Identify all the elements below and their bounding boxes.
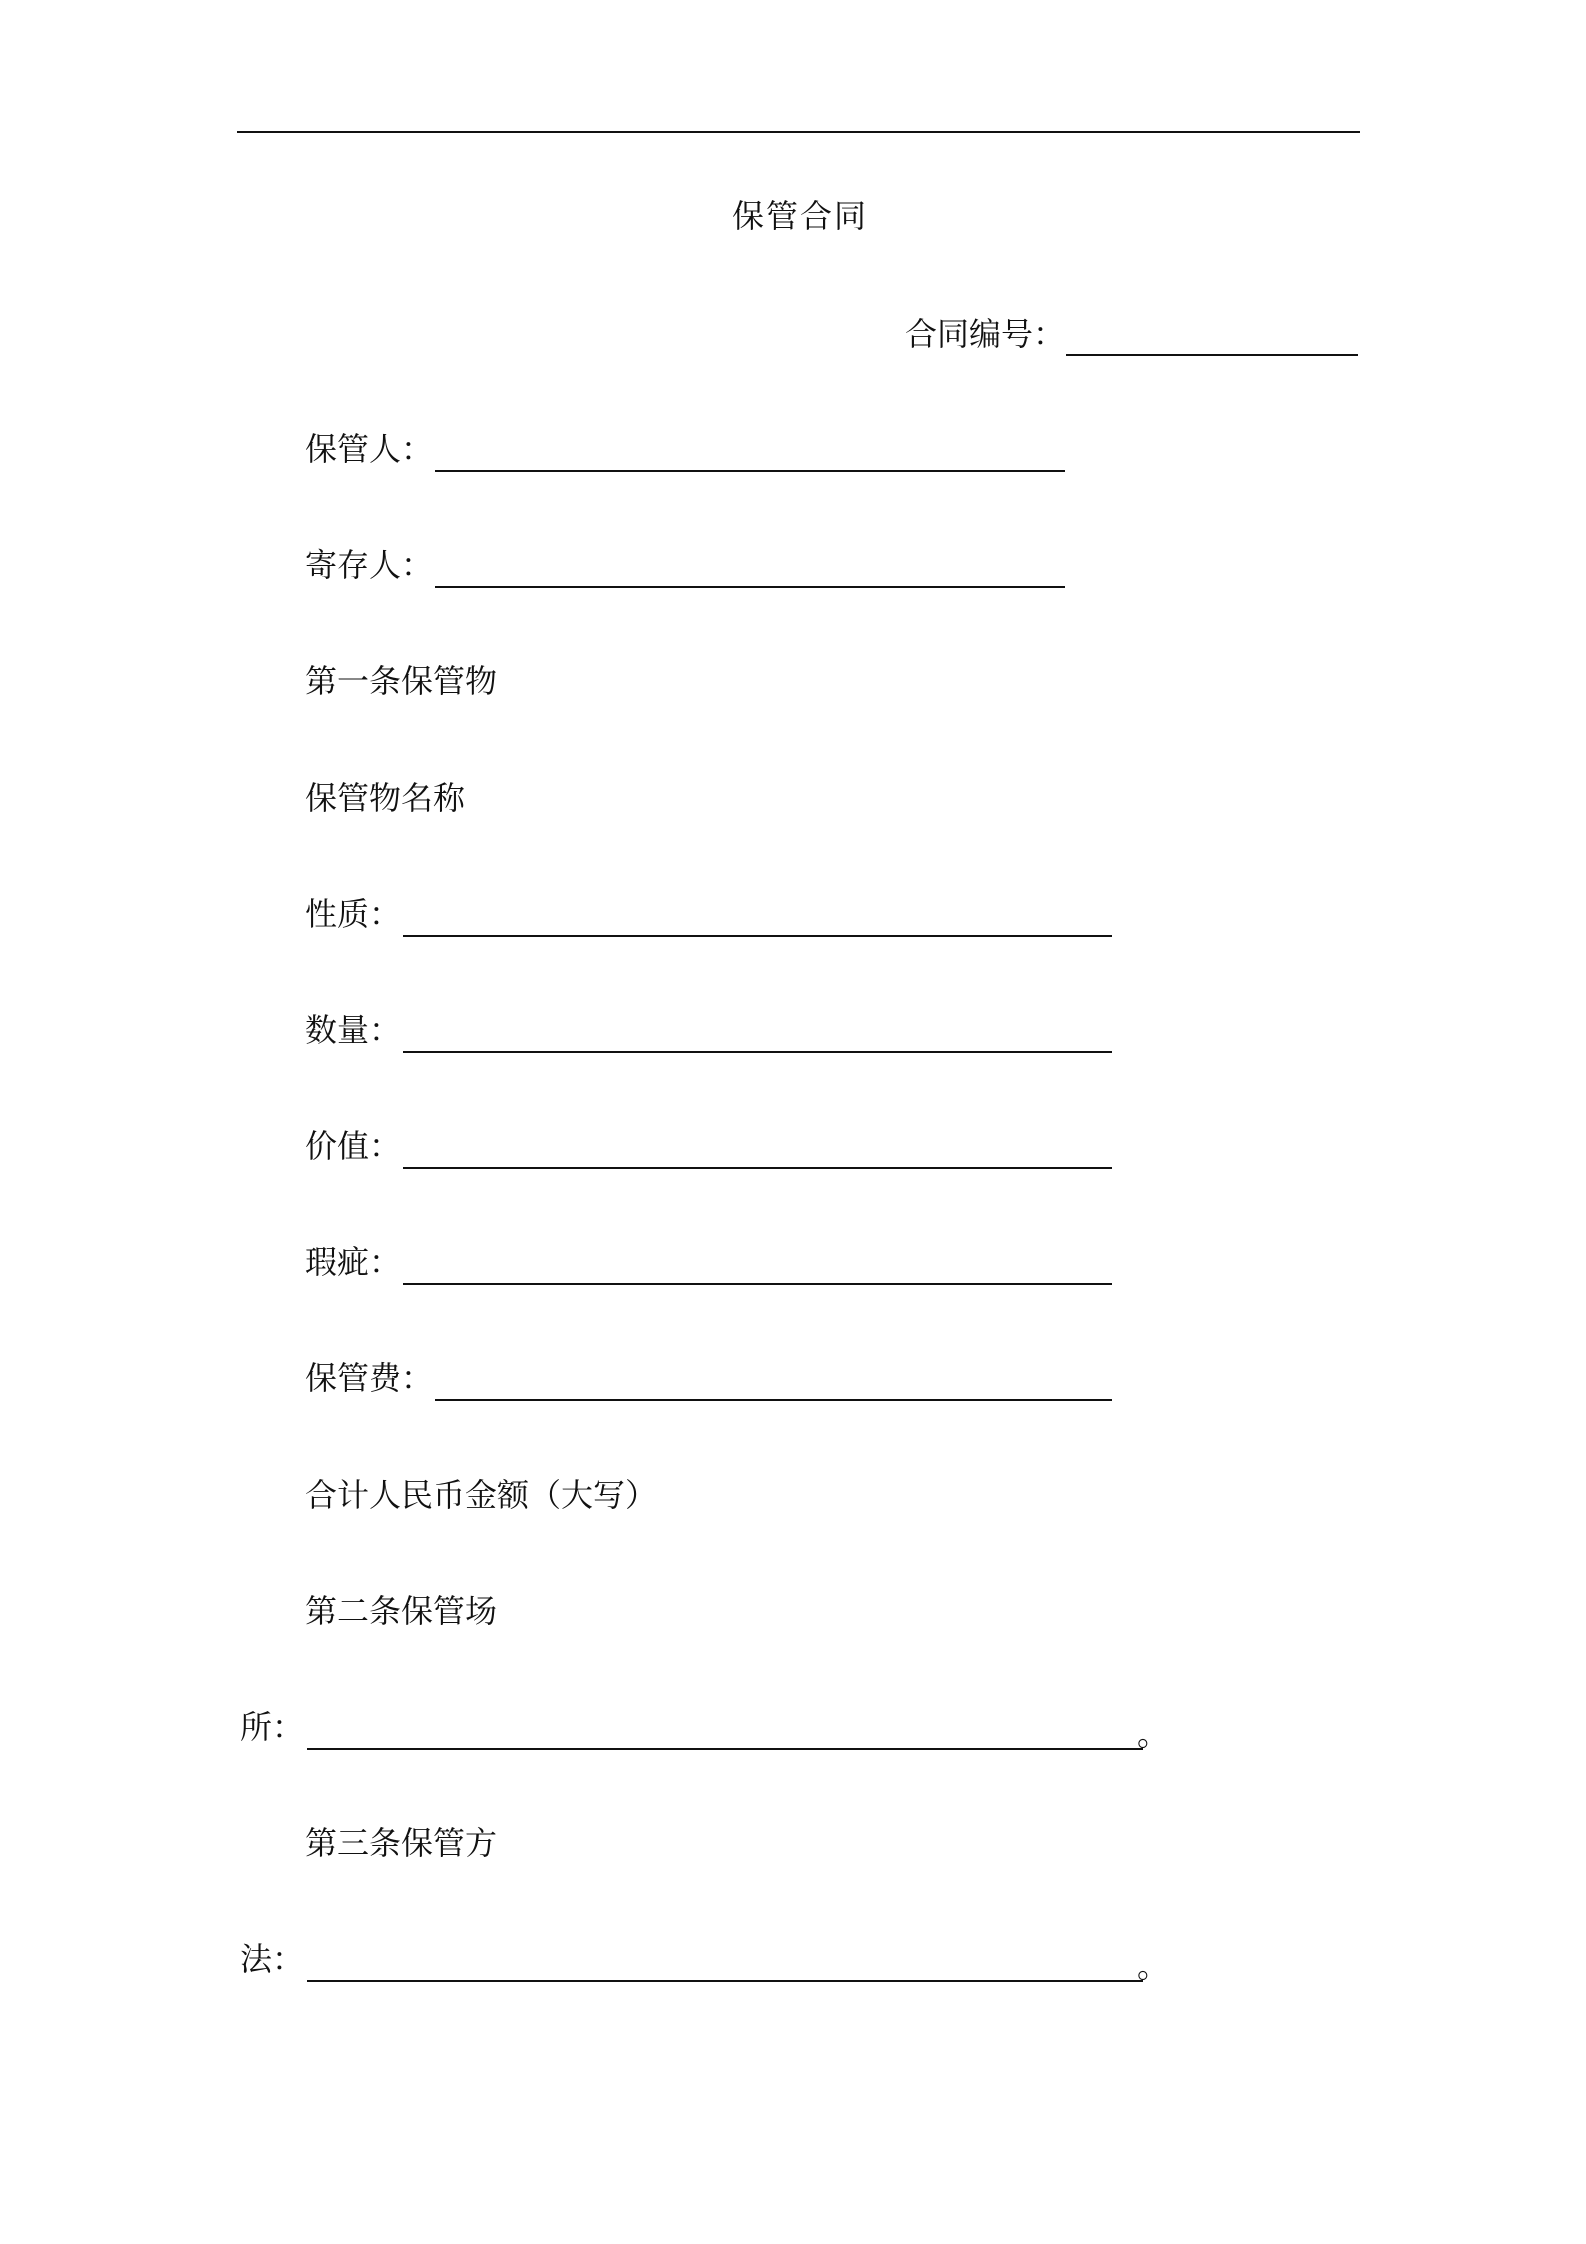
value-field[interactable] <box>403 1167 1112 1169</box>
nature-label: 性质： <box>305 895 402 933</box>
depositor-field[interactable] <box>435 586 1065 588</box>
defect-field[interactable] <box>403 1283 1112 1285</box>
nature-field[interactable] <box>403 935 1112 937</box>
document-title: 保管合同 <box>731 197 868 235</box>
fee-field[interactable] <box>435 1399 1112 1401</box>
header-rule <box>237 131 1360 133</box>
place-continuation-label: 所： <box>240 1708 305 1746</box>
depositor-label: 寄存人： <box>305 546 434 584</box>
contract-number-field[interactable] <box>1066 354 1358 356</box>
quantity-label: 数量： <box>305 1011 402 1049</box>
defect-label: 瑕疵： <box>305 1243 402 1281</box>
place-end-mark: 。 <box>1137 1715 1170 1753</box>
total-amount-label: 合计人民币金额（大写） <box>305 1476 658 1514</box>
storage-place-field[interactable] <box>307 1748 1143 1750</box>
article-2-heading: 第二条保管场 <box>305 1592 498 1630</box>
quantity-field[interactable] <box>403 1051 1112 1053</box>
article-3-heading: 第三条保管方 <box>305 1824 498 1862</box>
value-label: 价值： <box>305 1127 402 1165</box>
contract-number-label: 合同编号： <box>905 315 1066 353</box>
custodian-label: 保管人： <box>305 430 434 468</box>
custodian-field[interactable] <box>435 470 1065 472</box>
item-name-label: 保管物名称 <box>305 779 466 817</box>
article-1-heading: 第一条保管物 <box>305 662 498 700</box>
method-continuation-label: 法： <box>240 1940 305 1978</box>
method-end-mark: 。 <box>1137 1947 1170 1985</box>
storage-method-field[interactable] <box>307 1980 1143 1982</box>
fee-label: 保管费： <box>305 1359 434 1397</box>
